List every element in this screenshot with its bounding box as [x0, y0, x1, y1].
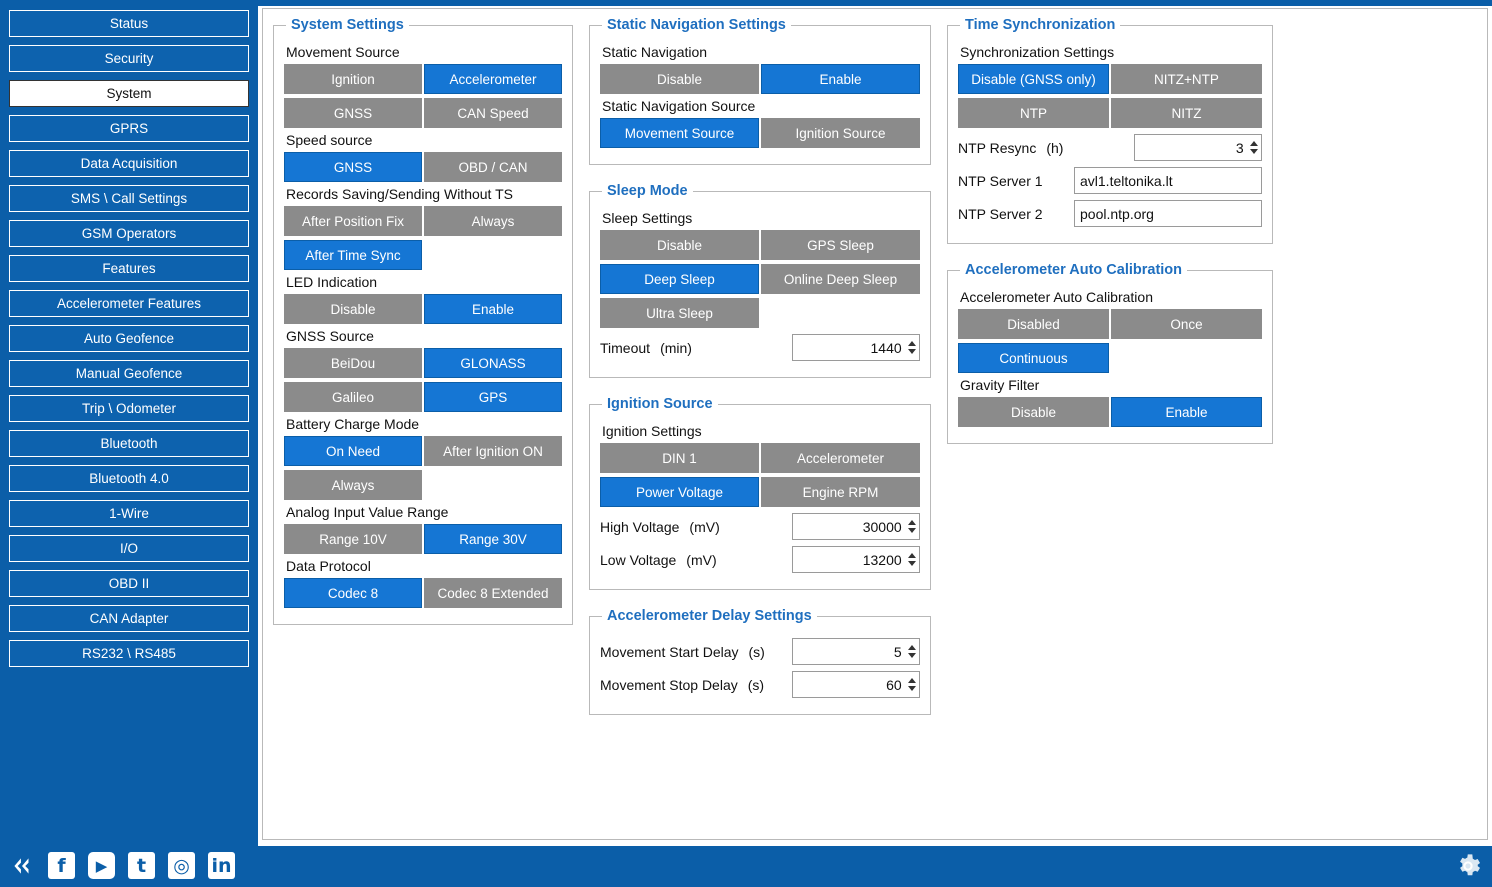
unit-high-voltage: (mV)	[689, 518, 720, 535]
low-voltage-value[interactable]	[793, 551, 906, 569]
records-saving-row2	[284, 240, 562, 270]
auto-calibration-row2	[958, 343, 1262, 373]
option-deep-sleep[interactable]: Deep Sleep	[600, 264, 759, 294]
option-static-nav-enable[interactable]: Enable	[761, 64, 920, 94]
movement-start-delay-value[interactable]	[793, 643, 906, 661]
sidebar-item-label: System	[106, 86, 152, 101]
input-ntp-resync[interactable]	[1134, 134, 1262, 161]
sync-settings-row2	[958, 98, 1262, 128]
option-codec-8[interactable]: Codec 8	[284, 578, 422, 608]
option-on-need[interactable]: On Need	[284, 436, 422, 466]
ntp-resync-spinner[interactable]	[1248, 135, 1261, 160]
group-title: Time Synchronization	[965, 17, 1116, 33]
sleep-timeout-spinner[interactable]	[906, 335, 919, 360]
option-gravity-disable[interactable]: Disable	[958, 397, 1109, 427]
unit-timeout: (min)	[660, 339, 692, 356]
sidebar-item-label: GSM Operators	[81, 226, 177, 241]
group-title: Sleep Mode	[607, 183, 688, 199]
ntp-server-1-value[interactable]	[1075, 168, 1261, 193]
label-static-nav-source: Static Navigation Source	[602, 98, 756, 114]
sleep-settings-row1	[600, 230, 920, 260]
label-high-voltage: High Voltage	[600, 518, 680, 535]
unit-low-voltage: (mV)	[686, 551, 717, 568]
gear-icon[interactable]	[1454, 852, 1482, 880]
group-accelerometer-delay	[589, 608, 931, 715]
group-title: System Settings	[291, 17, 404, 33]
movement-source-row2	[284, 98, 562, 128]
input-high-voltage[interactable]	[792, 513, 920, 540]
unit-movement-stop-delay: (s)	[747, 676, 765, 693]
ntp-resync-value[interactable]	[1135, 139, 1248, 157]
youtube-icon-glyph: ▶	[88, 852, 115, 879]
field-movement-stop-delay	[600, 671, 920, 698]
option-online-deep-sleep[interactable]: Online Deep Sleep	[761, 264, 920, 294]
label-sleep-settings: Sleep Settings	[602, 210, 693, 226]
sidebar-item-label: SMS \ Call Settings	[70, 191, 188, 206]
label-gnss-source: GNSS Source	[286, 328, 374, 344]
sidebar-item-label: Auto Geofence	[83, 331, 175, 346]
option-cal-continuous[interactable]: Continuous	[958, 343, 1109, 373]
option-accelerometer[interactable]: Accelerometer	[424, 64, 562, 94]
sidebar-item-rs232-rs485[interactable]	[9, 640, 249, 667]
group-system-settings	[273, 17, 573, 625]
bottom-bar	[0, 846, 1492, 887]
option-nitz[interactable]: NITZ	[1111, 98, 1262, 128]
gnss-source-row1	[284, 348, 562, 378]
label-movement-stop-delay: Movement Stop Delay	[600, 676, 738, 693]
option-can-speed[interactable]: CAN Speed	[424, 98, 562, 128]
youtube-icon[interactable]	[86, 850, 117, 881]
sidebar-item-label: RS232 \ RS485	[82, 646, 176, 661]
sidebar-item-label: OBD II	[108, 576, 150, 591]
group-ignition-source	[589, 396, 931, 590]
battery-charge-row1	[284, 436, 562, 466]
option-range-10v[interactable]: Range 10V	[284, 524, 422, 554]
gravity-filter-row	[958, 397, 1262, 427]
ntp-server-2-value[interactable]	[1075, 201, 1261, 226]
ignition-settings-row2	[600, 477, 920, 507]
field-high-voltage	[600, 513, 920, 540]
sidebar-item-i-o[interactable]	[9, 535, 249, 562]
label-gravity-filter: Gravity Filter	[960, 377, 1040, 393]
column-system-settings	[273, 17, 573, 643]
data-protocol-row	[284, 578, 562, 608]
label-low-voltage: Low Voltage	[600, 551, 677, 568]
sidebar-item-features[interactable]	[9, 255, 249, 282]
input-sleep-timeout[interactable]	[792, 334, 920, 361]
sidebar-item-1-wire[interactable]	[9, 500, 249, 527]
option-gps[interactable]: GPS	[424, 382, 562, 412]
option-led-enable[interactable]: Enable	[424, 294, 562, 324]
instagram-icon-glyph: ◎	[168, 852, 195, 879]
linkedin-icon[interactable]	[206, 850, 237, 881]
option-movement-source[interactable]: Movement Source	[600, 118, 759, 148]
sidebar-item-label: Status	[109, 16, 149, 31]
option-ntp[interactable]: NTP	[958, 98, 1109, 128]
sidebar-item-label: Bluetooth	[100, 436, 158, 451]
input-movement-start-delay[interactable]	[792, 638, 920, 665]
field-sleep-timeout	[600, 334, 920, 361]
option-cal-once[interactable]: Once	[1111, 309, 1262, 339]
sidebar-item-label: Accelerometer Features	[56, 296, 202, 311]
sidebar-item-label: Data Acquisition	[80, 156, 178, 171]
field-ntp-server-2	[958, 200, 1262, 227]
option-range-30v[interactable]: Range 30V	[424, 524, 562, 554]
input-movement-stop-delay[interactable]	[792, 671, 920, 698]
social-icons	[6, 850, 237, 881]
sidebar-item-gprs[interactable]	[9, 115, 249, 142]
field-ntp-resync	[958, 134, 1262, 161]
option-after-time-sync[interactable]: After Time Sync	[284, 240, 422, 270]
group-static-navigation	[589, 17, 931, 165]
group-title: Accelerometer Auto Calibration	[965, 262, 1183, 278]
battery-charge-row2	[284, 470, 562, 500]
sidebar-item-accelerometer-features[interactable]	[9, 290, 249, 317]
static-nav-source-row	[600, 118, 920, 148]
label-ignition-settings: Ignition Settings	[602, 423, 702, 439]
sidebar-item-data-acquisition[interactable]	[9, 150, 249, 177]
collapse-icon[interactable]	[6, 850, 37, 881]
twitter-icon[interactable]	[126, 850, 157, 881]
option-engine-rpm[interactable]: Engine RPM	[761, 477, 920, 507]
sidebar	[0, 6, 258, 846]
option-codec-8-extended[interactable]: Codec 8 Extended	[424, 578, 562, 608]
input-ntp-server-1[interactable]	[1074, 167, 1262, 194]
label-data-protocol: Data Protocol	[286, 558, 371, 574]
movement-start-delay-spinner[interactable]	[906, 639, 919, 664]
sidebar-item-bluetooth-4-0[interactable]	[9, 465, 249, 492]
high-voltage-spinner[interactable]	[906, 514, 919, 539]
label-movement-source: Movement Source	[286, 44, 400, 60]
option-always[interactable]: Always	[424, 206, 562, 236]
label-synchronization-settings: Synchronization Settings	[960, 44, 1115, 60]
settings-content	[262, 8, 1488, 840]
sidebar-item-can-adapter[interactable]	[9, 605, 249, 632]
option-after-position-fix[interactable]: After Position Fix	[284, 206, 422, 236]
label-analog-input-range: Analog Input Value Range	[286, 504, 449, 520]
high-voltage-value[interactable]	[793, 518, 906, 536]
facebook-icon[interactable]	[46, 850, 77, 881]
sidebar-item-label: Trip \ Odometer	[81, 401, 177, 416]
label-records-saving: Records Saving/Sending Without TS	[286, 186, 513, 202]
group-title: Ignition Source	[607, 396, 713, 412]
option-nitz-ntp[interactable]: NITZ+NTP	[1111, 64, 1262, 94]
unit-movement-start-delay: (s)	[748, 643, 765, 660]
linkedin-icon-glyph: in	[208, 852, 235, 879]
instagram-icon[interactable]	[166, 850, 197, 881]
group-title: Static Navigation Settings	[607, 17, 786, 33]
sidebar-item-system[interactable]	[9, 80, 249, 107]
sidebar-item-label: 1-Wire	[109, 506, 149, 521]
ignition-settings-row1	[600, 443, 920, 473]
label-accel-auto-calibration: Accelerometer Auto Calibration	[960, 289, 1153, 305]
label-ntp-server-2: NTP Server 2	[958, 205, 1043, 222]
group-time-synchronization	[947, 17, 1273, 244]
auto-calibration-row1	[958, 309, 1262, 339]
sleep-timeout-value[interactable]	[793, 339, 906, 357]
option-ignition-source[interactable]: Ignition Source	[761, 118, 920, 148]
label-ntp-resync: NTP Resync	[958, 139, 1037, 156]
sidebar-item-sms-call-settings[interactable]	[9, 185, 249, 212]
column-right	[947, 17, 1273, 462]
option-ignition[interactable]: Ignition	[284, 64, 422, 94]
sidebar-item-label: GPRS	[109, 121, 149, 136]
facebook-icon-glyph: f	[48, 852, 75, 879]
option-cal-disabled[interactable]: Disabled	[958, 309, 1109, 339]
option-glonass[interactable]: GLONASS	[424, 348, 562, 378]
label-speed-source: Speed source	[286, 132, 373, 148]
sidebar-item-status[interactable]	[9, 10, 249, 37]
label-timeout: Timeout	[600, 339, 651, 356]
sidebar-item-label: Manual Geofence	[75, 366, 183, 381]
led-indication-row	[284, 294, 562, 324]
sidebar-item-obd-ii[interactable]	[9, 570, 249, 597]
sidebar-item-label: Bluetooth 4.0	[89, 471, 169, 486]
sync-settings-row1	[958, 64, 1262, 94]
option-gps-sleep[interactable]: GPS Sleep	[761, 230, 920, 260]
gnss-source-row2	[284, 382, 562, 412]
sidebar-item-bluetooth[interactable]	[9, 430, 249, 457]
records-saving-row1	[284, 206, 562, 236]
label-movement-start-delay: Movement Start Delay	[600, 643, 739, 660]
unit-ntp-resync: (h)	[1046, 139, 1064, 156]
option-led-disable[interactable]: Disable	[284, 294, 422, 324]
field-movement-start-delay	[600, 638, 920, 665]
option-ign-accelerometer[interactable]: Accelerometer	[761, 443, 920, 473]
option-sleep-disable[interactable]: Disable	[600, 230, 759, 260]
option-disable-gnss-only[interactable]: Disable (GNSS only)	[958, 64, 1109, 94]
option-gnss[interactable]: GNSS	[284, 98, 422, 128]
sidebar-item-label: I/O	[119, 541, 138, 556]
option-beidou[interactable]: BeiDou	[284, 348, 422, 378]
option-din-1[interactable]: DIN 1	[600, 443, 759, 473]
static-navigation-row	[600, 64, 920, 94]
movement-stop-delay-value[interactable]	[793, 676, 906, 694]
sidebar-item-gsm-operators[interactable]	[9, 220, 249, 247]
label-ntp-server-1: NTP Server 1	[958, 172, 1043, 189]
label-static-navigation: Static Navigation	[602, 44, 708, 60]
group-accelerometer-auto-calibration	[947, 262, 1273, 444]
sleep-settings-row2	[600, 264, 920, 294]
option-after-ignition-on[interactable]: After Ignition ON	[424, 436, 562, 466]
option-gravity-enable[interactable]: Enable	[1111, 397, 1262, 427]
option-ultra-sleep[interactable]: Ultra Sleep	[600, 298, 759, 328]
option-power-voltage[interactable]: Power Voltage	[600, 477, 759, 507]
group-sleep-mode	[589, 183, 931, 378]
sidebar-item-label: Features	[102, 261, 156, 276]
option-galileo[interactable]: Galileo	[284, 382, 422, 412]
sidebar-item-auto-geofence[interactable]	[9, 325, 249, 352]
low-voltage-spinner[interactable]	[906, 547, 919, 572]
sidebar-item-label: Security	[104, 51, 154, 66]
option-static-nav-disable[interactable]: Disable	[600, 64, 759, 94]
label-battery-charge-mode: Battery Charge Mode	[286, 416, 420, 432]
sidebar-item-trip-odometer[interactable]	[9, 395, 249, 422]
field-ntp-server-1	[958, 167, 1262, 194]
input-ntp-server-2[interactable]	[1074, 200, 1262, 227]
speed-source-row	[284, 152, 562, 182]
option-speed-obd-can[interactable]: OBD / CAN	[424, 152, 562, 182]
input-low-voltage[interactable]	[792, 546, 920, 573]
field-low-voltage	[600, 546, 920, 573]
sidebar-item-label: CAN Adapter	[89, 611, 169, 626]
twitter-icon-glyph: t	[128, 852, 155, 879]
movement-stop-delay-spinner[interactable]	[906, 672, 919, 697]
sidebar-item-manual-geofence[interactable]	[9, 360, 249, 387]
sleep-settings-row3	[600, 298, 920, 328]
movement-source-row1	[284, 64, 562, 94]
analog-range-row	[284, 524, 562, 554]
label-led-indication: LED Indication	[286, 274, 378, 290]
option-charge-always[interactable]: Always	[284, 470, 422, 500]
sidebar-item-security[interactable]	[9, 45, 249, 72]
column-middle	[589, 17, 931, 733]
option-speed-gnss[interactable]: GNSS	[284, 152, 422, 182]
group-title: Accelerometer Delay Settings	[607, 608, 812, 624]
